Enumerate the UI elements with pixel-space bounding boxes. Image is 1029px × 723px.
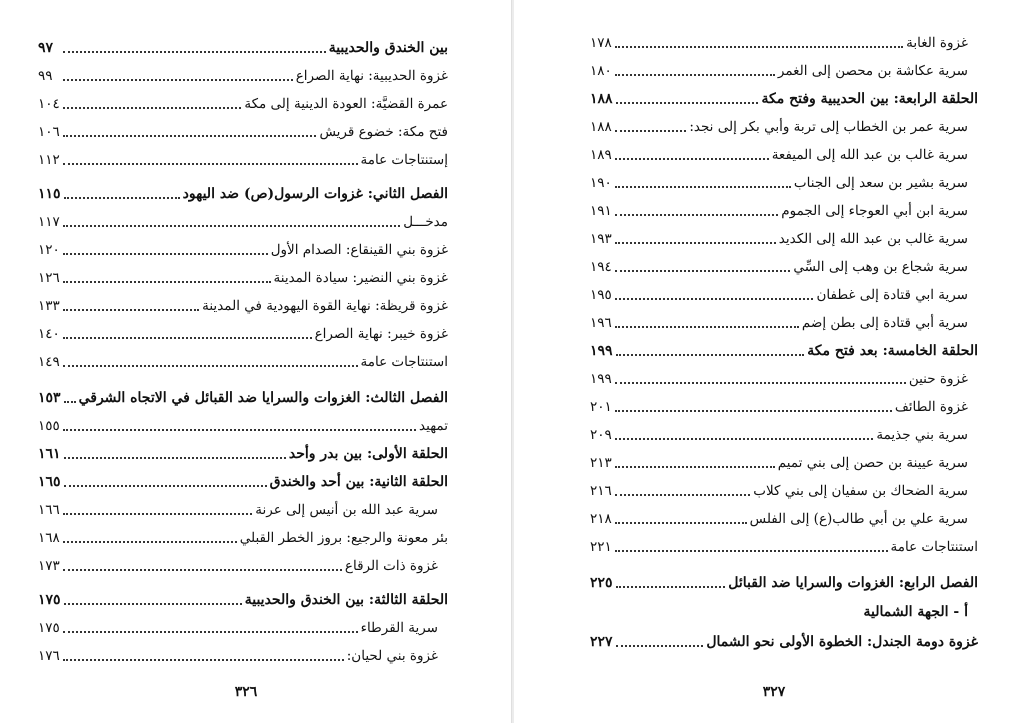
toc-entry-page: ٢٠٩ bbox=[590, 427, 612, 443]
toc-entry bbox=[38, 583, 448, 609]
toc-entry-page: ١٤٩ bbox=[38, 354, 60, 370]
toc-entry bbox=[590, 418, 978, 444]
toc-entry-title: استنتاجات عامة bbox=[360, 354, 448, 370]
toc-entry-title: غزوة قريظة: نهاية القوة اليهودية في المدينة bbox=[202, 298, 448, 314]
toc-entry-title: غزوة بني لحيان: bbox=[346, 648, 438, 664]
dot-leader bbox=[63, 135, 316, 137]
toc-entry bbox=[38, 437, 448, 463]
page-number: ٣٢٧ bbox=[762, 684, 786, 700]
toc-entry-title: سرية عمر بن الخطاب إلى تربة وأبي بكر إلى نجد: bbox=[689, 119, 968, 135]
toc-entry-title: بئر معونة والرجيع: بروز الخطر القبلي bbox=[239, 530, 448, 546]
toc-entry-title: الفصل الرابع: الغزوات والسرايا ضد القبائل bbox=[728, 575, 978, 591]
toc-entry-title: تمهيد bbox=[419, 418, 448, 434]
dot-leader bbox=[63, 225, 400, 227]
dot-leader bbox=[615, 382, 906, 384]
toc-entry bbox=[590, 138, 978, 164]
toc-entry-page: ١٩٦ bbox=[590, 315, 612, 331]
toc-entry-title: الحلقة الرابعة: بين الحديبية وفتح مكة bbox=[761, 91, 978, 107]
toc-entry-page: ١٩١ bbox=[590, 203, 612, 219]
dot-leader bbox=[615, 130, 686, 132]
toc-entry bbox=[38, 611, 448, 637]
toc-entry-title: الحلقة الثالثة: بين الخندق والحديبية bbox=[244, 592, 448, 608]
dot-leader bbox=[616, 645, 704, 647]
toc-entry-page: ١٩٥ bbox=[590, 287, 612, 303]
toc-entry bbox=[590, 595, 978, 621]
toc-entry-page: ٩٩ bbox=[38, 68, 53, 84]
toc-entry-page: ١٣٣ bbox=[38, 298, 60, 314]
page-number: ٣٢٦ bbox=[234, 684, 258, 700]
toc-entry bbox=[590, 625, 978, 651]
toc-entry-page: ١٢٠ bbox=[38, 242, 60, 258]
toc-entry-page: ٩٧ bbox=[38, 40, 54, 56]
dot-leader bbox=[615, 550, 888, 552]
toc-entry bbox=[38, 381, 448, 407]
toc-entry-title: سرية ابي قتادة إلى غطفان bbox=[816, 287, 968, 303]
toc-entry-title: سرية علي بن أبي طالب(ع) إلى الفلس bbox=[749, 511, 968, 527]
dot-leader bbox=[63, 107, 241, 109]
toc-entry-title: بين الخندق والحديبية bbox=[328, 40, 448, 56]
dot-leader bbox=[615, 74, 775, 76]
dot-leader bbox=[615, 326, 799, 328]
toc-entry bbox=[590, 530, 978, 556]
dot-leader bbox=[615, 522, 747, 524]
dot-leader bbox=[615, 438, 873, 440]
dot-leader bbox=[615, 158, 769, 160]
toc-entry-page: ٢١٣ bbox=[590, 455, 612, 471]
toc-entry bbox=[590, 26, 978, 52]
toc-entry bbox=[590, 502, 978, 528]
toc-entry-title: استنتاجات عامة bbox=[890, 539, 978, 555]
toc-entry-title: غزوة دومة الجندل: الخطوة الأولى نحو الشمال bbox=[706, 634, 978, 650]
toc-entry-page: ١٧٨ bbox=[590, 35, 612, 51]
toc-entry bbox=[38, 521, 448, 547]
dot-leader bbox=[615, 410, 892, 412]
dot-leader bbox=[63, 253, 268, 255]
toc-entry-page: ١١٧ bbox=[38, 214, 60, 230]
dot-leader bbox=[63, 309, 199, 311]
dot-leader bbox=[64, 457, 286, 459]
toc-entry-title: سرية غالب بن عبد الله إلى الكديد bbox=[778, 231, 968, 247]
toc-entry-title: الحلقة الأولى: بين بدر وأحد bbox=[288, 446, 448, 462]
dot-leader bbox=[63, 513, 252, 515]
toc-entry bbox=[38, 345, 448, 371]
toc-entry-page: ١٨٠ bbox=[590, 63, 612, 79]
toc-entry bbox=[38, 493, 448, 519]
toc-entry-page: ١٥٣ bbox=[38, 390, 61, 406]
toc-entry bbox=[38, 261, 448, 287]
dot-leader bbox=[64, 485, 267, 487]
dot-leader bbox=[63, 163, 358, 165]
toc-entry-page: ١٩٣ bbox=[590, 231, 612, 247]
toc-entry bbox=[590, 390, 978, 416]
toc-entry-title: غزوة بني القينقاع: الصدام الأول bbox=[270, 242, 448, 258]
toc-entry bbox=[38, 31, 448, 57]
toc-entry-title: الفصل الثاني: غزوات الرسول(ص) ضد اليهود bbox=[182, 186, 448, 202]
toc-entry bbox=[590, 250, 978, 276]
toc-entry-title: الحلقة الثانية: بين أحد والخندق bbox=[269, 474, 448, 490]
toc-entry-title: سرية أبي قتادة إلى بطن إضم bbox=[801, 315, 968, 331]
dot-leader bbox=[63, 365, 358, 367]
toc-entry-title: سرية عبد الله بن أنيس إلى عرنة bbox=[255, 502, 438, 518]
dot-leader bbox=[615, 494, 750, 496]
dot-leader bbox=[615, 270, 790, 272]
dot-leader bbox=[63, 281, 271, 283]
toc-entry-title: غزوة ذات الرقاع bbox=[344, 558, 438, 574]
toc-entry bbox=[590, 166, 978, 192]
toc-entry-page: ١٧٦ bbox=[38, 648, 60, 664]
dot-leader bbox=[64, 401, 76, 403]
dot-leader bbox=[63, 337, 312, 339]
dot-leader bbox=[63, 51, 326, 53]
toc-entry-page: ١٩٩ bbox=[590, 371, 612, 387]
toc-entry bbox=[38, 205, 448, 231]
toc-entry bbox=[38, 465, 448, 491]
toc-entry-title: سرية بني جذيمة bbox=[876, 427, 968, 443]
toc-entry bbox=[590, 566, 978, 592]
dot-leader bbox=[615, 466, 775, 468]
toc-entry-title: غزوة حنين bbox=[908, 371, 968, 387]
toc-entry-title: سرية غالب بن عبد الله إلى الميفعة bbox=[771, 147, 968, 163]
toc-entry-page: ١١٥ bbox=[38, 186, 61, 202]
toc-entry-page: ١٥٥ bbox=[38, 418, 60, 434]
toc-entry-title: غزوة الطائف bbox=[894, 399, 968, 415]
dot-leader bbox=[615, 242, 776, 244]
dot-leader bbox=[615, 46, 903, 48]
toc-entry-title: سرية شجاع بن وهب إلى السِّي bbox=[793, 259, 968, 275]
toc-entry-title: مدخـــل bbox=[403, 214, 448, 230]
toc-entry-title: الفصل الثالث: الغزوات والسرايا ضد القبائل في الاتجاه الشرقي bbox=[78, 390, 448, 406]
toc-entry bbox=[38, 233, 448, 259]
left-page bbox=[0, 0, 512, 723]
dot-leader bbox=[615, 298, 813, 300]
toc-entry bbox=[38, 639, 448, 665]
toc-entry-title: إستنتاجات عامة bbox=[360, 152, 448, 168]
toc-entry bbox=[590, 278, 978, 304]
toc-entry bbox=[590, 82, 978, 108]
toc-entry bbox=[590, 110, 978, 136]
toc-entry-page: ١٦٨ bbox=[38, 530, 60, 546]
toc-entry-page: ١٦٥ bbox=[38, 474, 61, 490]
dot-leader bbox=[64, 197, 180, 199]
toc-entry bbox=[38, 59, 448, 85]
dot-leader bbox=[63, 631, 358, 633]
toc-entry-page: ١٠٤ bbox=[38, 96, 60, 112]
toc-entry-page: ١٢٦ bbox=[38, 270, 60, 286]
toc-entry-page: ١٨٩ bbox=[590, 147, 612, 163]
toc-entry-page: ١٦١ bbox=[38, 446, 61, 462]
toc-entry-title: سرية الضحاك بن سفيان إلى بني كلاب bbox=[753, 483, 968, 499]
dot-leader bbox=[63, 569, 342, 571]
toc-entry bbox=[38, 317, 448, 343]
toc-entry bbox=[590, 54, 978, 80]
toc-entry-title: غزوة الغابة bbox=[906, 35, 968, 51]
toc-entry-page: ١٤٠ bbox=[38, 326, 60, 342]
toc-entry-page: ٢١٨ bbox=[590, 511, 612, 527]
dot-leader bbox=[616, 586, 726, 588]
toc-entry-title: سرية بشير بن سعد إلى الجناب bbox=[793, 175, 968, 191]
toc-entry bbox=[38, 115, 448, 141]
toc-entry-page: ١٧٥ bbox=[38, 620, 60, 636]
toc-entry-page: ١٨٨ bbox=[590, 91, 613, 107]
toc-entry bbox=[38, 549, 448, 575]
dot-leader bbox=[615, 214, 778, 216]
toc-entry bbox=[590, 306, 978, 332]
dot-leader bbox=[64, 603, 242, 605]
toc-entry-page: ١٠٦ bbox=[38, 124, 60, 140]
dot-leader bbox=[63, 659, 344, 661]
toc-entry bbox=[590, 222, 978, 248]
toc-entry-title: فتح مكة: خضوع قريش bbox=[319, 124, 448, 140]
toc-entry-page: ١٦٦ bbox=[38, 502, 60, 518]
toc-entry-title: سرية عكاشة بن محصن إلى الغمر bbox=[777, 63, 968, 79]
toc-entry-page: ١٩٩ bbox=[590, 343, 613, 359]
toc-entry-page: ٢٢١ bbox=[590, 539, 612, 555]
toc-entry bbox=[38, 409, 448, 435]
toc-entry bbox=[590, 474, 978, 500]
toc-entry bbox=[38, 177, 448, 203]
toc-entry bbox=[38, 87, 448, 113]
toc-entry-page: ٢٠١ bbox=[590, 399, 612, 415]
toc-entry-title: غزوة خيبر: نهاية الصراع bbox=[314, 326, 448, 342]
toc-entry-title: سرية عيينة بن حصن إلى بني تميم bbox=[777, 455, 968, 471]
toc-entry bbox=[590, 362, 978, 388]
dot-leader bbox=[616, 354, 805, 356]
toc-entry bbox=[38, 143, 448, 169]
toc-entry-title: سرية القرطاء bbox=[360, 620, 438, 636]
toc-entry-title: أ - الجهة الشمالية bbox=[863, 604, 968, 620]
toc-entry-page: ١٩٠ bbox=[590, 175, 612, 191]
toc-entry bbox=[590, 446, 978, 472]
toc-entry-page: ١٧٣ bbox=[38, 558, 60, 574]
toc-entry-page: ٢٢٥ bbox=[590, 575, 613, 591]
toc-entry bbox=[38, 289, 448, 315]
toc-entry-page: ١٨٨ bbox=[590, 119, 612, 135]
toc-entry-page: ٢١٦ bbox=[590, 483, 612, 499]
toc-entry-title: عمرة القضيَّة: العودة الدينية إلى مكة bbox=[244, 96, 448, 112]
dot-leader bbox=[63, 429, 416, 431]
toc-entry bbox=[590, 334, 978, 360]
toc-entry-title: الحلقة الخامسة: بعد فتح مكة bbox=[807, 343, 978, 359]
toc-entry-title: سرية ابن أبي العوجاء إلى الجموم bbox=[781, 203, 968, 219]
toc-entry-page: ١٩٤ bbox=[590, 259, 612, 275]
toc-entry-title: غزوة بني النضير: سيادة المدينة bbox=[273, 270, 448, 286]
dot-leader bbox=[63, 541, 237, 543]
toc-entry-page: ١٧٥ bbox=[38, 592, 61, 608]
right-page bbox=[514, 0, 1029, 723]
toc-entry-page: ١١٢ bbox=[38, 152, 60, 168]
dot-leader bbox=[615, 186, 791, 188]
toc-entry-title: غزوة الحديبية: نهاية الصراع bbox=[295, 68, 448, 84]
dot-leader bbox=[63, 79, 293, 81]
toc-entry bbox=[590, 194, 978, 220]
dot-leader bbox=[616, 102, 759, 104]
toc-entry-page: ٢٢٧ bbox=[590, 634, 613, 650]
